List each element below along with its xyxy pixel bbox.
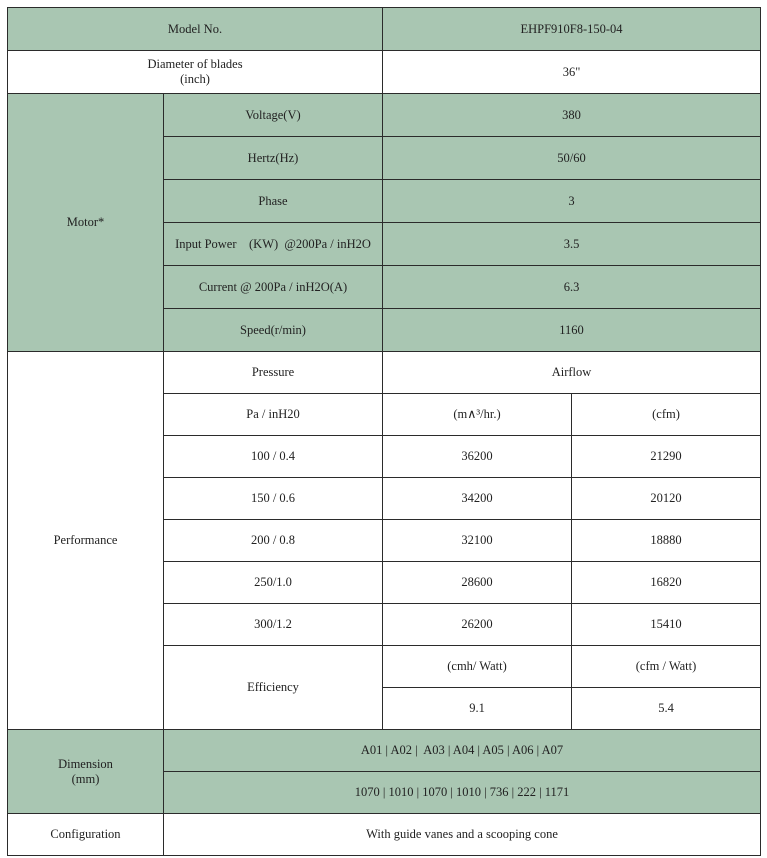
efficiency-unit-cfm: (cfm / Watt) (572, 646, 761, 688)
model-value: EHPF910F8-150-04 (383, 8, 761, 51)
motor-row-label: Voltage(V) (164, 94, 383, 137)
m3-cell: 36200 (383, 436, 572, 478)
motor-row-label: Input Power (KW) @200Pa / inH2O (164, 223, 383, 266)
configuration-label: Configuration (8, 814, 164, 856)
motor-row-value: 6.3 (383, 266, 761, 309)
configuration-value: With guide vanes and a scooping cone (164, 814, 761, 856)
efficiency-value-m3: 9.1 (383, 688, 572, 730)
airflow-header: Airflow (383, 352, 761, 394)
motor-row-value: 380 (383, 94, 761, 137)
diameter-value: 36" (383, 51, 761, 94)
model-label: Model No. (8, 8, 383, 51)
pressure-cell: 300/1.2 (164, 604, 383, 646)
pressure-cell: 250/1.0 (164, 562, 383, 604)
dimension-label (8, 730, 164, 814)
pressure-cell: 150 / 0.6 (164, 478, 383, 520)
m3-cell: 28600 (383, 562, 572, 604)
m3-cell: 32100 (383, 520, 572, 562)
motor-row-value: 1160 (383, 309, 761, 352)
pressure-cell: 200 / 0.8 (164, 520, 383, 562)
pressure-header: Pressure (164, 352, 383, 394)
row-dimension-codes (8, 730, 761, 772)
efficiency-label: Efficiency (164, 646, 383, 730)
row-performance-header (8, 352, 761, 394)
efficiency-value-cfm: 5.4 (572, 688, 761, 730)
motor-row-label: Current @ 200Pa / inH2O(A) (164, 266, 383, 309)
dimension-label-line1: Dimension (58, 756, 113, 771)
motor-row-label: Hertz(Hz) (164, 137, 383, 180)
unit-cfm: (cfm) (572, 394, 761, 436)
m3-cell: 26200 (383, 604, 572, 646)
dimension-codes: A01 | A02 | A03 | A04 | A05 | A06 | A07 (164, 730, 761, 772)
pressure-cell: 100 / 0.4 (164, 436, 383, 478)
cfm-cell: 20120 (572, 478, 761, 520)
diameter-label-line2: (inch) (180, 72, 210, 86)
row-voltage (8, 94, 761, 137)
motor-row-value: 3.5 (383, 223, 761, 266)
efficiency-unit-m3: (cmh/ Watt) (383, 646, 572, 688)
dimension-values: 1070 | 1010 | 1070 | 1010 | 736 | 222 | 1171 (164, 772, 761, 814)
row-configuration (8, 814, 761, 856)
cfm-cell: 21290 (572, 436, 761, 478)
motor-row-value: 3 (383, 180, 761, 223)
dimension-label-line2: (mm) (71, 771, 100, 786)
motor-row-value: 50/60 (383, 137, 761, 180)
cfm-cell: 18880 (572, 520, 761, 562)
performance-label: Performance (8, 352, 164, 730)
row-model (8, 8, 761, 51)
unit-pressure: Pa / inH20 (164, 394, 383, 436)
spec-table (7, 7, 761, 856)
motor-label: Motor* (8, 94, 164, 352)
diameter-label-line1: Diameter of blades (147, 57, 243, 71)
motor-row-label: Phase (164, 180, 383, 223)
unit-m3: (m∧³/hr.) (383, 394, 572, 436)
row-diameter (8, 51, 761, 94)
cfm-cell: 16820 (572, 562, 761, 604)
cfm-cell: 15410 (572, 604, 761, 646)
motor-row-label: Speed(r/min) (164, 309, 383, 352)
diameter-label (8, 51, 383, 94)
m3-cell: 34200 (383, 478, 572, 520)
